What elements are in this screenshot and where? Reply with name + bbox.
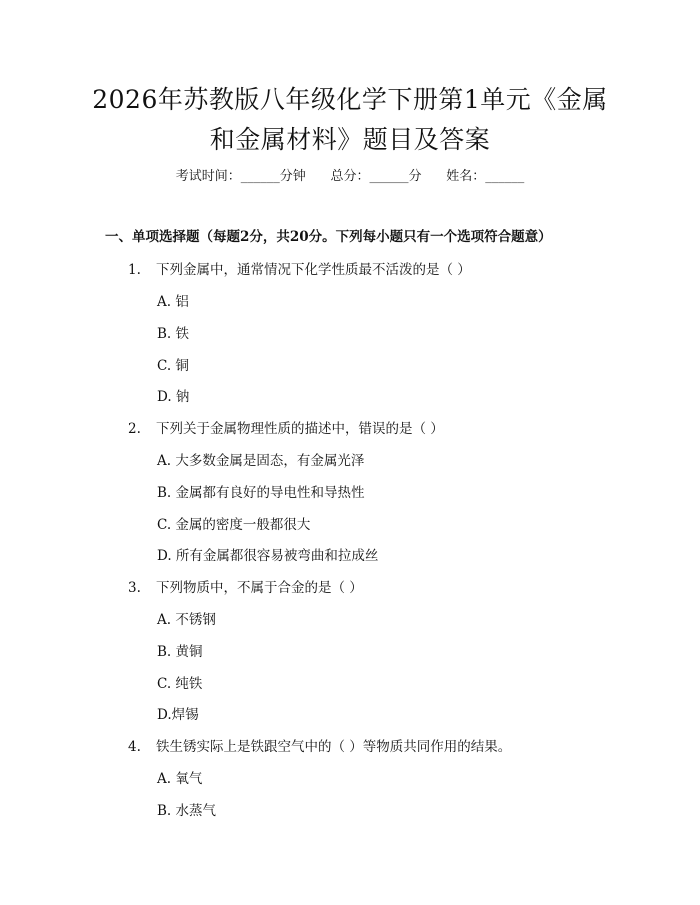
- question-1: [128, 261, 471, 279]
- question-number: 2.: [128, 421, 141, 437]
- option-2b: B. 金属都有良好的导电性和导热性: [157, 485, 365, 501]
- option-2c: C. 金属的密度一般都很大: [157, 517, 311, 533]
- option-2d: D. 所有金属都很容易被弯曲和拉成丝: [157, 548, 379, 564]
- option-3a: A. 不锈钢: [157, 612, 216, 628]
- option-3b: B. 黄铜: [157, 644, 203, 660]
- question-number: 3.: [128, 580, 141, 596]
- document-title: 2026年苏教版八年级化学下册第1单元《金属和金属材料》题目及答案: [92, 85, 608, 154]
- option-3c: C. 纯铁: [157, 676, 203, 692]
- question-text: 下列金属中，通常情况下化学性质最不活泼的是（ ）: [156, 262, 471, 278]
- option-4b: B. 水蒸气: [157, 803, 217, 819]
- exam-info-line: 考试时间：______分钟 总分：______分 姓名：______: [175, 169, 525, 184]
- option-1a: A. 铝: [157, 294, 189, 310]
- question-2: [128, 420, 444, 438]
- question-3: [128, 579, 363, 597]
- question-number: 4.: [128, 739, 141, 755]
- option-4a: A. 氧气: [157, 771, 203, 787]
- option-1d: D. 钠: [157, 389, 190, 405]
- question-text: 下列关于金属物理性质的描述中，错误的是（ ）: [156, 421, 444, 437]
- option-1b: B. 铁: [157, 326, 190, 342]
- section-heading: 一、单项选择题（每题2分，共20分。下列每小题只有一个选项符合题意）: [105, 229, 552, 245]
- option-3d: D.焊锡: [157, 707, 199, 723]
- option-2a: A. 大多数金属是固态，有金属光泽: [157, 453, 365, 469]
- question-text: 下列物质中，不属于合金的是（ ）: [156, 580, 363, 596]
- question-4: [128, 738, 511, 756]
- question-text: 铁生锈实际上是铁跟空气中的（ ）等物质共同作用的结果。: [156, 739, 512, 755]
- option-1c: C. 铜: [157, 358, 189, 374]
- question-number: 1.: [128, 262, 141, 278]
